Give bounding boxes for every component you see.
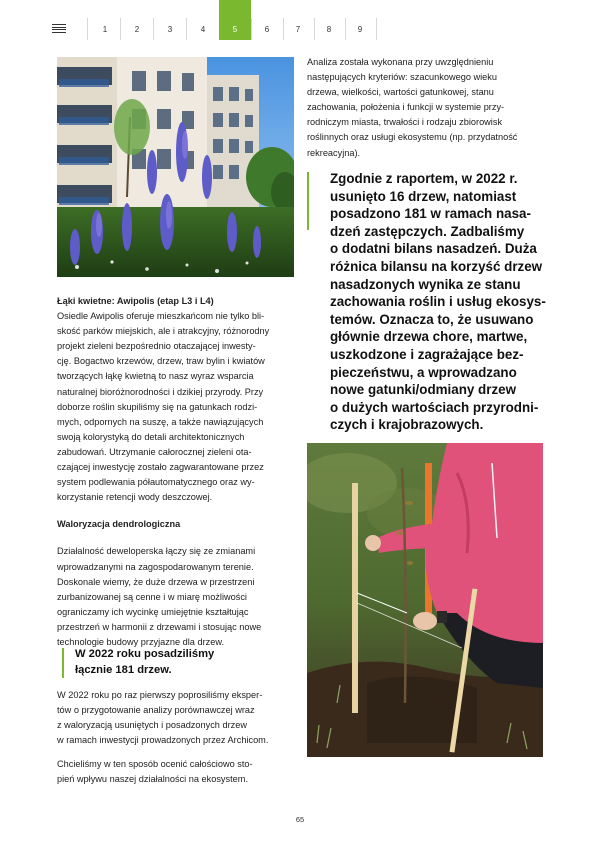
nav-page-4[interactable]: 4 bbox=[200, 25, 206, 34]
nav-page-8[interactable]: 8 bbox=[326, 25, 332, 34]
nav-page-7[interactable]: 7 bbox=[295, 25, 301, 34]
nav-divider bbox=[87, 18, 88, 40]
left-column-text: Łąki kwietne: Awipolis (etap L3 i L4) Osiedle Awipolis oferuje mieszkańcom nie tylko bli- skość parków miejskich, ale i atrakcyjny, różnorodny projekt zieleni bezpośrednio otaczającej inwesty- cję. Bogactwo krzewów, drzew, traw bylin i kwiatów tworzących łąkę kwietną to nasz wyraz wsparcia naturalnej bioróżnorodności i dzikiej przyrody. Przy doborze roślin skupiliśmy się na gatunkach rodzi- mych, odpornych na suszę, a także nawiązujących swoją kolorystyką do detali architektonicznych zabudowań. Utrzymanie całorocznej zieleni ota- czającej inwestycję zostało zagwarantowane przez system podlewania półautomatycznego oraz wy- korzystanie retencji wody deszczowej. Waloryzacja dendrologiczna Działalność deweloperska łączy się ze zmianami wprowadzanymi na zagospodarowanym terenie. Doskonale wiemy, że duże drzewa w przestrzeni zurbanizowanej są cenne i w miarę możliwości ograniczamy ich wycinkę umiejętnie kształtując przestrzeń w harmonii z drzewami i stosując nowe technologie budowy przyjazne dla drzew. bbox=[57, 294, 297, 650]
top-navigation bbox=[0, 0, 600, 40]
meadow-apartments-photo bbox=[57, 57, 294, 277]
nav-page-3[interactable]: 3 bbox=[167, 25, 173, 34]
quote-accent-bar bbox=[62, 648, 64, 678]
tree-planting-photo bbox=[307, 443, 543, 757]
analysis-paragraph: W 2022 roku po raz pierwszy poprosiliśmy eksper- tów o przygotowanie analizy porównawczej wraz z waloryzacją usuniętych i posadzonych drzew w ramach inwestycji prowadzonych przez Archicom. bbox=[57, 690, 269, 746]
caption-title: Łąki kwietne: Awipolis (etap L3 i L4) bbox=[57, 296, 214, 306]
quote-accent-bar bbox=[307, 172, 309, 230]
menu-icon[interactable] bbox=[52, 24, 66, 33]
nav-page-5-active[interactable]: 5 bbox=[219, 0, 251, 40]
report-highlight-quote: Zgodnie z raportem, w 2022 r. usunięto 16 drzew, natomiast posadzono 181 w ramach nasa- dzeń zastępczych. Zadbaliśmy o dodatni bilans nasadzeń. Duża różnica bilansu na korzyść drzew nasadzonych wynika ze stanu zachowania roślin i usług ekosys- temów. Oznacza to, że usuwano głównie drzewa chore, martwe, uszkodzone i zagrażające bez- pieczeństwu, a wprowadzano nowe gatunki/odmiany drzew o dużych wartościach przyrodni- czych i krajobrazowych. bbox=[330, 171, 546, 433]
trees-planted-quote: W 2022 roku posadziliśmy łącznie 181 drzew. bbox=[75, 648, 215, 676]
analysis-criteria-text: Analiza została wykonana przy uwzględnieniu następujących kryteriów: szacunkowego wieku drzewa, wielkości, wartości gatunkowej, stanu zachowania, położenia i funkcji w systemie przy- rodniczym miasta, trwałości i rodzaju zbiorowisk roślinnych oraz usługi ekosystemu (np. przydatność rekreacyjna). bbox=[307, 57, 518, 158]
nav-divider bbox=[376, 18, 377, 40]
nav-page-9[interactable]: 9 bbox=[357, 25, 363, 34]
nav-page-6[interactable]: 6 bbox=[264, 25, 270, 34]
impact-paragraph: Chcieliśmy w ten sposób ocenić całościowo sto- pień wpływu naszej działalności na ekosystem. bbox=[57, 759, 253, 785]
page-number: 65 bbox=[295, 815, 305, 824]
section-title: Waloryzacja dendrologiczna bbox=[57, 519, 181, 530]
nav-page-2[interactable]: 2 bbox=[134, 25, 140, 34]
nav-page-1[interactable]: 1 bbox=[102, 25, 108, 34]
